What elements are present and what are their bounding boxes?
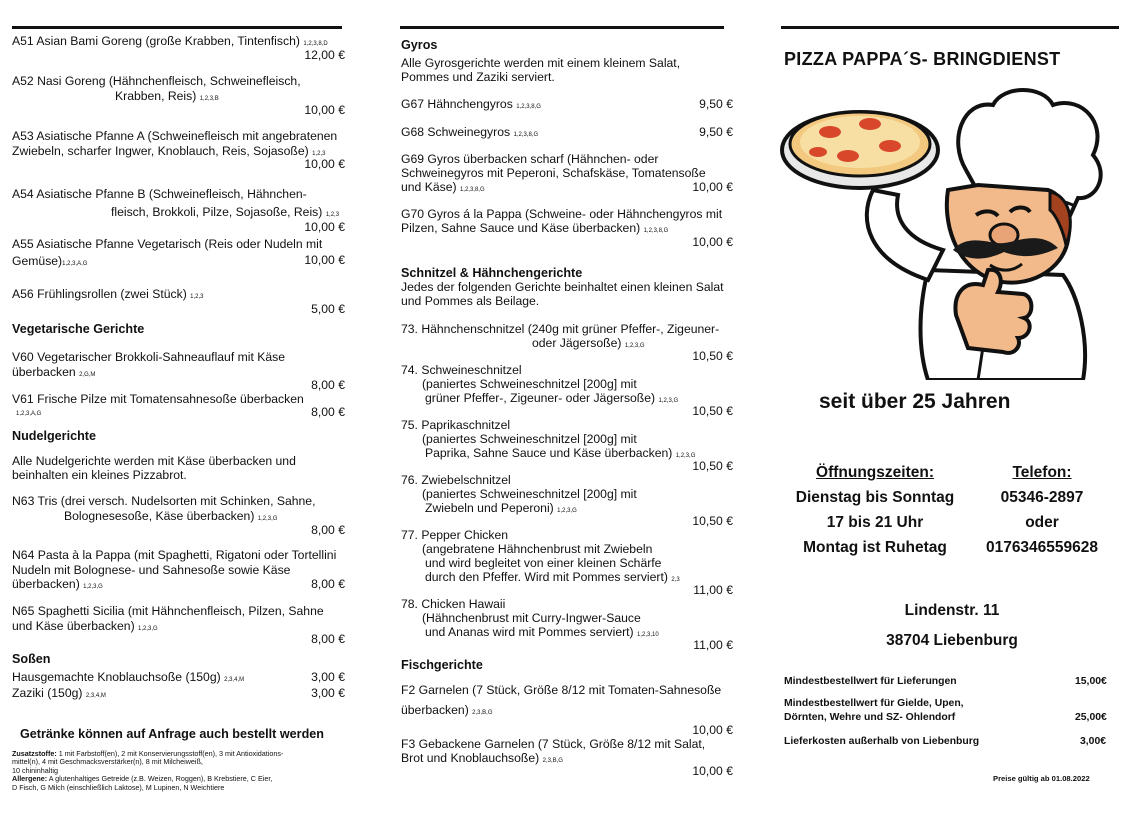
price-knoblauchsosse: 3,00 €	[311, 670, 345, 684]
price-75: 10,50 €	[692, 459, 733, 473]
menu-item-77-line4: durch den Pfeffer. Wird mit Pommes serviert) 2,3	[425, 570, 680, 584]
menu-item-n64-line2: Nudeln mit Bolognese- und Sahnesoße sowie Käse	[12, 563, 291, 577]
menu-item-76: 76. Zwiebelschnitzel	[401, 473, 511, 487]
menu-item-a56: A56 Frühlingsrollen (zwei Stück) 1,2,3	[12, 287, 204, 301]
min-order-value: 15,00€	[1075, 676, 1107, 687]
col2-top-rule	[400, 26, 724, 29]
min-order-label: Mindestbestellwert für Lieferungen	[784, 676, 957, 687]
section-heading-gyros: Gyros	[401, 38, 438, 52]
price-zaziki: 3,00 €	[311, 686, 345, 700]
menu-item-73: 73. Hähnchenschnitzel (240g mit grüner Pfeffer-, Zigeuner-	[401, 322, 720, 336]
menu-item-73-line2: oder Jägersoße) 1,2,3,G	[532, 336, 645, 350]
gyros-intro-line1: Alle Gyrosgerichte werden mit einem kleinem Salat,	[401, 56, 681, 70]
price-g68: 9,50 €	[699, 125, 733, 139]
menu-item-78-line2: (Hähnchenbrust mit Curry-Ingwer-Sauce	[422, 611, 641, 625]
menu-item-f2-line2: überbacken) 2,3,B,G	[401, 703, 493, 717]
price-f2: 10,00 €	[692, 723, 733, 737]
price-n63: 8,00 €	[311, 523, 345, 537]
price-v60: 8,00 €	[311, 378, 345, 392]
hours-time: 17 bis 21 Uhr	[826, 514, 924, 531]
menu-item-v60: V60 Vegetarischer Brokkoli-Sahneauflauf mit Käse	[12, 350, 286, 364]
menu-item-g69-line2: Schweinegyros mit Peperoni, Schafskäse, Tomatensoße	[401, 166, 706, 180]
price-a54: 10,00 €	[304, 220, 345, 234]
menu-item-f3-line2: Brot und Knoblauchsoße) 2,3,B,G	[401, 751, 563, 765]
nudel-intro-line1: Alle Nudelgerichte werden mit Käse überbacken und	[12, 454, 296, 468]
phone-or: oder	[1025, 514, 1059, 531]
phone-landline[interactable]: 05346-2897	[1000, 489, 1084, 506]
col3-top-rule	[781, 26, 1119, 29]
menu-item-g68: G68 Schweinegyros 1,2,3,8,G	[401, 125, 539, 139]
phone-mobile[interactable]: 0176346559628	[985, 539, 1099, 556]
menu-item-74: 74. Schweineschnitzel	[401, 363, 522, 377]
price-n64: 8,00 €	[311, 577, 345, 591]
nudel-intro-line2: beinhalten ein kleines Pizzabrot.	[12, 468, 187, 482]
price-v61: 8,00 €	[311, 405, 345, 419]
section-heading-fisch: Fischgerichte	[401, 658, 483, 672]
price-n65: 8,00 €	[311, 632, 345, 646]
menu-item-a54: A54 Asiatische Pfanne B (Schweinefleisch, Hähnchen-	[12, 187, 307, 201]
menu-item-a52-line2: Krabben, Reis) 1,2,3,B	[115, 89, 219, 103]
price-76: 10,50 €	[692, 514, 733, 528]
delivery-cost-label: Lieferkosten außerhalb von Liebenburg	[784, 736, 980, 747]
menu-item-n64-line3: überbacken) 1,2,3,G	[12, 577, 103, 591]
menu-item-v60-line2: überbacken 2,G,M	[12, 365, 96, 379]
section-heading-sossen: Soßen	[12, 652, 51, 666]
price-a51: 12,00 €	[304, 48, 345, 62]
menu-item-g67: G67 Hähnchengyros 1,2,3,8,G	[401, 97, 541, 111]
additives-note: Zusatzstoffe: 1 mit Farbstoff(en), 2 mit Konservierungsstoff(en), 3 mit Antioxidations- mittel(n), 4 mit Geschmacksverstärker(n), 8 mit Milcheiweiß, 10 chininhaltig Allergene: A glutenhaltiges Getreide (z.B. Weizen, Roggen), B Krebstiere, C Eier, D Fisch, G Milch (einschließlich Laktose), M Lupinen, N Weichtiere	[12, 749, 284, 792]
menu-item-a54-line2: fleisch, Brokkoli, Pilze, Sojasoße, Reis) 1,2,3	[111, 205, 340, 219]
price-validity: Preise gültig ab 01.08.2022	[993, 774, 1090, 783]
menu-item-a53-line2: Zwiebeln, scharfer Ingwer, Knoblauch, Reis, Sojasoße) 1,2,3	[12, 144, 326, 158]
hours-heading: Öffnungszeiten:	[816, 464, 934, 481]
price-g67: 9,50 €	[699, 97, 733, 111]
menu-item-77-line3: und wird begleitet von einer kleinen Schärfe	[425, 556, 662, 570]
menu-item-74-line2: (paniertes Schweineschnitzel [200g] mit	[422, 377, 637, 391]
price-73: 10,50 €	[692, 349, 733, 363]
menu-item-a55: A55 Asiatische Pfanne Vegetarisch (Reis oder Nudeln mit	[12, 237, 323, 251]
menu-item-78-line3: und Ananas wird mit Pommes serviert) 1,2,3,10	[425, 625, 659, 639]
price-a56: 5,00 €	[311, 302, 345, 316]
menu-item-f3: F3 Gebackene Garnelen (7 Stück, Größe 8/12 mit Salat,	[401, 737, 706, 751]
menu-item-78: 78. Chicken Hawaii	[401, 597, 506, 611]
price-78: 11,00 €	[693, 638, 733, 652]
menu-item-76-line3: Zwiebeln und Peperoni) 1,2,3,G	[425, 501, 577, 515]
price-a53: 10,00 €	[304, 157, 345, 171]
menu-item-75-line3: Paprika, Sahne Sauce und Käse überbacken) 1,2,3,G	[425, 446, 696, 460]
menu-item-g70: G70 Gyros á la Pappa (Schweine- oder Hähnchengyros mit	[401, 207, 723, 221]
hours-days: Dienstag bis Sonntag	[795, 489, 955, 506]
menu-item-g70-line2: Pilzen, Sahne Sauce und Käse überbacken) 1,2,3,8,G	[401, 221, 669, 235]
menu-item-f2: F2 Garnelen (7 Stück, Größe 8/12 mit Tomaten-Sahnesoße	[401, 683, 722, 697]
price-74: 10,50 €	[692, 404, 733, 418]
col1-top-rule	[12, 26, 342, 29]
menu-item-v61: V61 Frische Pilze mit Tomatensahnesoße überbacken	[12, 392, 304, 406]
menu-item-77: 77. Pepper Chicken	[401, 528, 509, 542]
chef-pizza-icon	[778, 80, 1118, 380]
brand-title: PIZZA PAPPA´S- BRINGDIENST	[784, 49, 1061, 69]
menu-item-74-line3: grüner Pfeffer-, Zigeuner- oder Jägersoße) 1,2,3,G	[425, 391, 679, 405]
price-g70: 10,00 €	[692, 235, 733, 249]
schnitzel-intro-line1: Jedes der folgenden Gerichte beinhaltet einen kleinen Salat	[401, 280, 724, 294]
price-f3: 10,00 €	[692, 764, 733, 778]
address-street: Lindenstr. 11	[904, 602, 1000, 619]
menu-item-76-line2: (paniertes Schweineschnitzel [200g] mit	[422, 487, 637, 501]
min-order-villages-label1: Mindestbestellwert für Gielde, Upen,	[784, 698, 964, 709]
menu-item-a55-line2: Gemüse)1,2,3,A,G	[12, 254, 88, 268]
price-77: 11,00 €	[693, 583, 733, 597]
schnitzel-intro-line2: und Pommes als Beilage.	[401, 294, 540, 308]
menu-item-n63-line2: Bolognesesoße, Käse überbacken) 1,2,3,G	[64, 509, 278, 523]
menu-item-a51: A51 Asian Bami Goreng (große Krabben, Tintenfisch) 1,2,3,8,D	[12, 34, 328, 48]
menu-item-77-line2: (angebratene Hähnchenbrust mit Zwiebeln	[422, 542, 653, 556]
delivery-cost-value: 3,00€	[1080, 736, 1107, 747]
price-a52: 10,00 €	[304, 103, 345, 117]
menu-item-75-line2: (paniertes Schweineschnitzel [200g] mit	[422, 432, 637, 446]
menu-item-n63: N63 Tris (drei versch. Nudelsorten mit Schinken, Sahne,	[12, 494, 316, 508]
menu-item-a53: A53 Asiatische Pfanne A (Schweinefleisch mit angebratenen	[12, 129, 338, 143]
section-heading-schnitzel: Schnitzel & Hähnchengerichte	[401, 266, 583, 280]
menu-item-zaziki: Zaziki (150g) 2,3,4,M	[12, 686, 106, 700]
menu-item-g69-line3: und Käse) 1,2,3,8,G	[401, 180, 485, 194]
drinks-note: Getränke können auf Anfrage auch bestellt werden	[20, 727, 324, 741]
gyros-intro-line2: Pommes und Zaziki serviert.	[401, 70, 555, 84]
section-heading-nudel: Nudelgerichte	[12, 429, 96, 443]
menu-item-75: 75. Paprikaschnitzel	[401, 418, 511, 432]
hours-closed: Montag ist Ruhetag	[803, 539, 947, 556]
price-g69: 10,00 €	[692, 180, 733, 194]
menu-item-n65: N65 Spaghetti Sicilia (mit Hähnchenfleisch, Pilzen, Sahne	[12, 604, 324, 618]
menu-item-n65-line2: und Käse überbacken) 1,2,3,G	[12, 619, 158, 633]
phone-heading: Telefon:	[1012, 464, 1072, 481]
menu-item-a52: A52 Nasi Goreng (Hähnchenfleisch, Schweinefleisch,	[12, 74, 301, 88]
min-order-villages-label2: Dörnten, Wehre und SZ- Ohlendorf	[784, 712, 956, 723]
menu-item-n64: N64 Pasta à la Pappa (mit Spaghetti, Rigatoni oder Tortellini	[12, 548, 337, 562]
section-heading-vegetarisch: Vegetarische Gerichte	[12, 322, 145, 336]
slogan: seit über 25 Jahren	[819, 390, 1011, 413]
price-a55: 10,00 €	[304, 253, 345, 267]
menu-item-v61-sup: 1,2,3,A,G	[16, 411, 42, 417]
min-order-villages-value: 25,00€	[1075, 712, 1107, 723]
address-city: 38704 Liebenburg	[886, 632, 1018, 649]
menu-item-knoblauchsosse: Hausgemachte Knoblauchsoße (150g) 2,3,4,M	[12, 670, 245, 684]
menu-item-g69: G69 Gyros überbacken scharf (Hähnchen- oder	[401, 152, 659, 166]
